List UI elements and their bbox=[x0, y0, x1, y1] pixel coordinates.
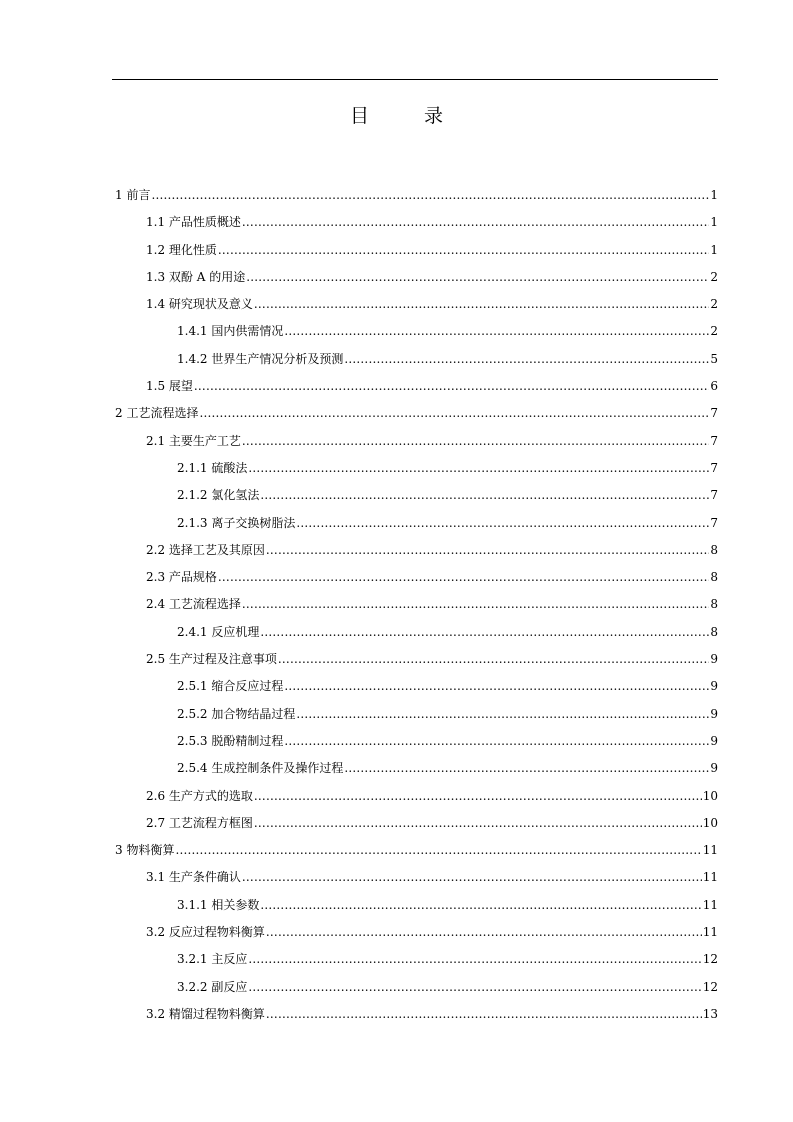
toc-entry-page-number: 10 bbox=[702, 788, 718, 803]
toc-entry-page-number: 12 bbox=[702, 979, 718, 994]
toc-entry-page-number: 2 bbox=[710, 324, 718, 339]
toc-entry-label: 3.1.1 相关参数 bbox=[177, 897, 260, 912]
toc-entry[interactable] bbox=[115, 755, 718, 782]
toc-entry-page-number: 7 bbox=[710, 515, 718, 530]
toc-entry-label: 1.5 展望 bbox=[146, 379, 193, 394]
toc-entry-label: 3.2.2 副反应 bbox=[177, 979, 248, 994]
dot-leader bbox=[218, 564, 709, 591]
toc-entry[interactable] bbox=[115, 919, 718, 946]
toc-entry[interactable] bbox=[115, 373, 718, 400]
toc-list bbox=[115, 182, 718, 1028]
toc-entry[interactable] bbox=[115, 619, 718, 646]
dot-leader bbox=[344, 755, 709, 782]
dot-leader bbox=[260, 619, 709, 646]
toc-entry[interactable] bbox=[115, 701, 718, 728]
toc-entry-label: 2.1.2 氯化氢法 bbox=[177, 488, 260, 503]
dot-leader bbox=[151, 182, 709, 209]
toc-entry[interactable] bbox=[115, 346, 718, 373]
toc-entry-page-number: 7 bbox=[710, 460, 718, 475]
toc-entry-page-number: 1 bbox=[710, 242, 718, 257]
toc-entry-label: 1.4 研究现状及意义 bbox=[146, 297, 253, 312]
toc-entry-page-number: 11 bbox=[702, 925, 718, 940]
toc-entry[interactable] bbox=[115, 237, 718, 264]
toc-entry-page-number: 5 bbox=[710, 351, 718, 366]
toc-entry-page-number: 7 bbox=[710, 488, 718, 503]
toc-entry-page-number: 9 bbox=[710, 679, 718, 694]
dot-leader bbox=[194, 373, 709, 400]
toc-entry-label: 2.5.4 生成控制条件及操作过程 bbox=[177, 761, 344, 776]
toc-entry-page-number: 2 bbox=[710, 269, 718, 284]
toc-entry-page-number: 6 bbox=[710, 379, 718, 394]
dot-leader bbox=[242, 428, 709, 455]
toc-entry-label: 3.2 反应过程物料衡算 bbox=[146, 925, 265, 940]
toc-entry-label: 3.2.1 主反应 bbox=[177, 952, 248, 967]
toc-entry-label: 2.1 主要生产工艺 bbox=[146, 433, 241, 448]
dot-leader bbox=[175, 837, 701, 864]
dot-leader bbox=[242, 864, 702, 891]
toc-entry-page-number: 1 bbox=[710, 188, 718, 202]
toc-entry-page-number: 12 bbox=[702, 952, 718, 967]
toc-entry-page-number: 2 bbox=[710, 297, 718, 312]
toc-entry-label: 2.4.1 反应机理 bbox=[177, 624, 260, 639]
toc-entry[interactable] bbox=[115, 946, 718, 973]
toc-entry-page-number: 7 bbox=[710, 406, 718, 421]
toc-entry-page-number: 9 bbox=[710, 733, 718, 748]
dot-leader bbox=[254, 810, 702, 837]
toc-entry-label: 2.1.3 离子交换树脂法 bbox=[177, 515, 296, 530]
toc-entry[interactable] bbox=[115, 564, 718, 591]
toc-entry-page-number: 13 bbox=[702, 1006, 718, 1021]
toc-entry[interactable] bbox=[115, 537, 718, 564]
toc-entry[interactable] bbox=[115, 673, 718, 700]
toc-entry[interactable] bbox=[115, 837, 718, 864]
toc-entry[interactable] bbox=[115, 264, 718, 291]
toc-entry-page-number: 8 bbox=[710, 624, 718, 639]
toc-entry-label: 1.4.2 世界生产情况分析及预测 bbox=[177, 351, 344, 366]
dot-leader bbox=[254, 291, 709, 318]
toc-entry[interactable] bbox=[115, 783, 718, 810]
toc-entry-label: 2.5.3 脱酚精制过程 bbox=[177, 733, 284, 748]
toc-entry[interactable] bbox=[115, 482, 718, 509]
dot-leader bbox=[278, 646, 709, 673]
dot-leader bbox=[248, 455, 709, 482]
toc-entry-page-number: 8 bbox=[710, 597, 718, 612]
toc-entry[interactable] bbox=[115, 400, 718, 427]
toc-entry[interactable] bbox=[115, 892, 718, 919]
dot-leader bbox=[260, 892, 701, 919]
toc-entry[interactable] bbox=[115, 591, 718, 618]
dot-leader bbox=[266, 537, 709, 564]
toc-entry[interactable] bbox=[115, 318, 718, 345]
toc-entry[interactable] bbox=[115, 428, 718, 455]
toc-entry-page-number: 7 bbox=[710, 433, 718, 448]
toc-entry-page-number: 1 bbox=[710, 215, 718, 230]
toc-entry-page-number: 8 bbox=[710, 542, 718, 557]
toc-entry[interactable] bbox=[115, 455, 718, 482]
toc-entry-label: 2 工艺流程选择 bbox=[115, 406, 199, 421]
dot-leader bbox=[199, 400, 709, 427]
dot-leader bbox=[284, 673, 709, 700]
toc-entry-label: 3 物料衡算 bbox=[115, 843, 175, 858]
dot-leader bbox=[242, 591, 709, 618]
toc-entry-page-number: 10 bbox=[702, 815, 718, 830]
toc-entry-page-number: 9 bbox=[710, 706, 718, 721]
toc-entry-page-number: 11 bbox=[702, 897, 718, 912]
toc-entry[interactable] bbox=[115, 182, 718, 209]
dot-leader bbox=[246, 264, 709, 291]
toc-entry-page-number: 11 bbox=[702, 843, 718, 858]
toc-entry-label: 1.4.1 国内供需情况 bbox=[177, 324, 284, 339]
dot-leader bbox=[296, 701, 709, 728]
toc-entry-page-number: 9 bbox=[710, 652, 718, 667]
toc-entry-label: 2.6 生产方式的选取 bbox=[146, 788, 253, 803]
dot-leader bbox=[284, 728, 709, 755]
toc-entry-label: 2.7 工艺流程方框图 bbox=[146, 815, 253, 830]
toc-entry-label: 1.2 理化性质 bbox=[146, 242, 217, 257]
toc-entry[interactable] bbox=[115, 974, 718, 1001]
toc-entry-label: 3.1 生产条件确认 bbox=[146, 870, 241, 885]
dot-leader bbox=[296, 510, 709, 537]
header-rule bbox=[112, 79, 718, 80]
dot-leader bbox=[266, 1001, 702, 1028]
toc-entry-label: 2.5.1 缩合反应过程 bbox=[177, 679, 284, 694]
dot-leader bbox=[248, 946, 701, 973]
toc-entry-label: 1.1 产品性质概述 bbox=[146, 215, 241, 230]
toc-entry-page-number: 9 bbox=[710, 761, 718, 776]
dot-leader bbox=[344, 346, 709, 373]
toc-entry-label: 1.3 双酚 A 的用途 bbox=[146, 269, 246, 284]
dot-leader bbox=[266, 919, 702, 946]
toc-entry-label: 2.2 选择工艺及其原因 bbox=[146, 542, 265, 557]
toc-entry[interactable] bbox=[115, 646, 718, 673]
dot-leader bbox=[218, 237, 709, 264]
dot-leader bbox=[284, 318, 709, 345]
toc-entry[interactable] bbox=[115, 291, 718, 318]
dot-leader bbox=[254, 783, 702, 810]
toc-entry-label: 2.1.1 硫酸法 bbox=[177, 460, 248, 475]
dot-leader bbox=[260, 482, 709, 509]
dot-leader bbox=[242, 209, 709, 236]
toc-entry[interactable] bbox=[115, 510, 718, 537]
toc-entry[interactable] bbox=[115, 209, 718, 236]
toc-entry[interactable] bbox=[115, 1001, 718, 1028]
toc-entry-label: 1 前言 bbox=[115, 188, 151, 202]
toc-title: 目 录 bbox=[349, 105, 461, 127]
toc-entry-page-number: 11 bbox=[702, 870, 718, 885]
toc-entry-label: 2.5.2 加合物结晶过程 bbox=[177, 706, 296, 721]
toc-entry-page-number: 8 bbox=[710, 570, 718, 585]
toc-entry-label: 2.5 生产过程及注意事项 bbox=[146, 652, 277, 667]
toc-entry[interactable] bbox=[115, 810, 718, 837]
toc-entry-label: 3.2 精馏过程物料衡算 bbox=[146, 1006, 265, 1021]
toc-entry[interactable] bbox=[115, 864, 718, 891]
dot-leader bbox=[248, 974, 701, 1001]
toc-entry-label: 2.3 产品规格 bbox=[146, 570, 217, 585]
toc-entry[interactable] bbox=[115, 728, 718, 755]
toc-entry-label: 2.4 工艺流程选择 bbox=[146, 597, 241, 612]
